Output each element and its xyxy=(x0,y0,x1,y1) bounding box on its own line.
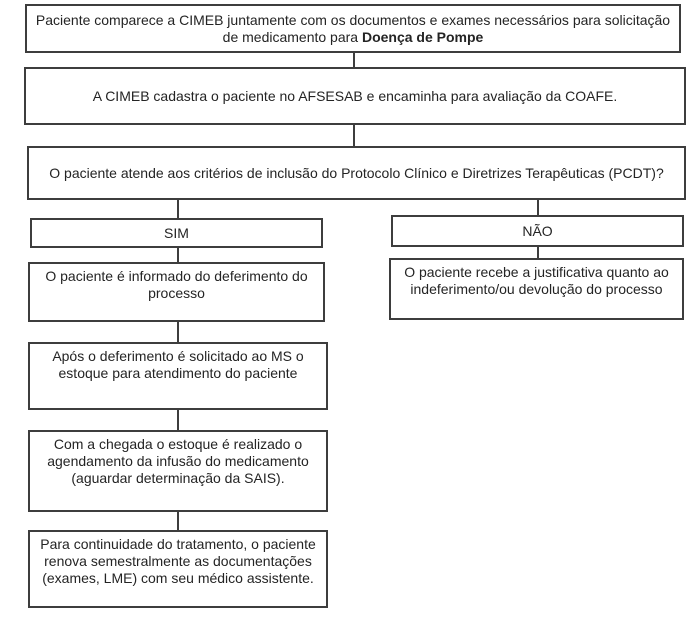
connector-start-cadastro xyxy=(353,53,355,67)
flow-node-renovacao-text: Para continuidade do tratamento, o paciente renova semestralmente as documentações (exames, LME) com seu médico assistente. xyxy=(40,536,316,586)
flow-node-deferimento xyxy=(28,262,325,322)
connector-deferimento-solicitacao xyxy=(177,322,179,342)
flow-node-deferimento-text: O paciente é informado do deferimento do processo xyxy=(45,268,308,301)
flow-node-nao xyxy=(391,215,684,247)
flow-node-agendamento xyxy=(28,430,328,512)
connector-criterios-sim xyxy=(177,200,179,218)
flow-node-justificativa-text: O paciente recebe a justificativa quanto ao indeferimento/ou devolução do processo xyxy=(404,264,669,297)
connector-sim-deferimento xyxy=(177,248,179,262)
flow-node-sim xyxy=(30,218,323,248)
flow-node-cadastro-text: A CIMEB cadastra o paciente no AFSESAB e encaminha para avaliação da COAFE. xyxy=(92,87,618,104)
flow-node-cadastro xyxy=(24,67,686,125)
connector-solicitacao-agendamento xyxy=(177,410,179,430)
flow-node-renovacao xyxy=(28,530,328,608)
flow-node-criterios-text: O paciente atende aos critérios de inclusão do Protocolo Clínico e Diretrizes Terapêuticas (PCDT)? xyxy=(49,164,664,181)
connector-agendamento-renovacao xyxy=(177,512,179,530)
connector-nao-justificativa xyxy=(537,247,539,258)
flow-node-sim-label: SIM xyxy=(164,224,189,241)
flow-node-criterios xyxy=(27,146,686,200)
flow-node-start xyxy=(25,4,681,53)
flow-node-nao-label: NÃO xyxy=(522,222,553,239)
flow-node-start-text: Paciente comparece a CIMEB juntamente com os documentos e exames necessários para solicitação de medicamento para Doença de Pompe xyxy=(35,11,671,45)
flow-node-justificativa xyxy=(389,258,684,320)
flow-node-agendamento-text: Com a chegada o estoque é realizado o agendamento da infusão do medicamento (aguardar determinação da SAIS). xyxy=(47,436,309,486)
flow-node-solicitacao-text: Após o deferimento é solicitado ao MS o estoque para atendimento do paciente xyxy=(52,348,304,381)
connector-criterios-nao xyxy=(537,200,539,215)
flow-node-solicitacao xyxy=(28,342,328,410)
connector-cadastro-criterios xyxy=(353,125,355,146)
flow-node-start-bold-text: Doença de Pompe xyxy=(361,28,484,45)
